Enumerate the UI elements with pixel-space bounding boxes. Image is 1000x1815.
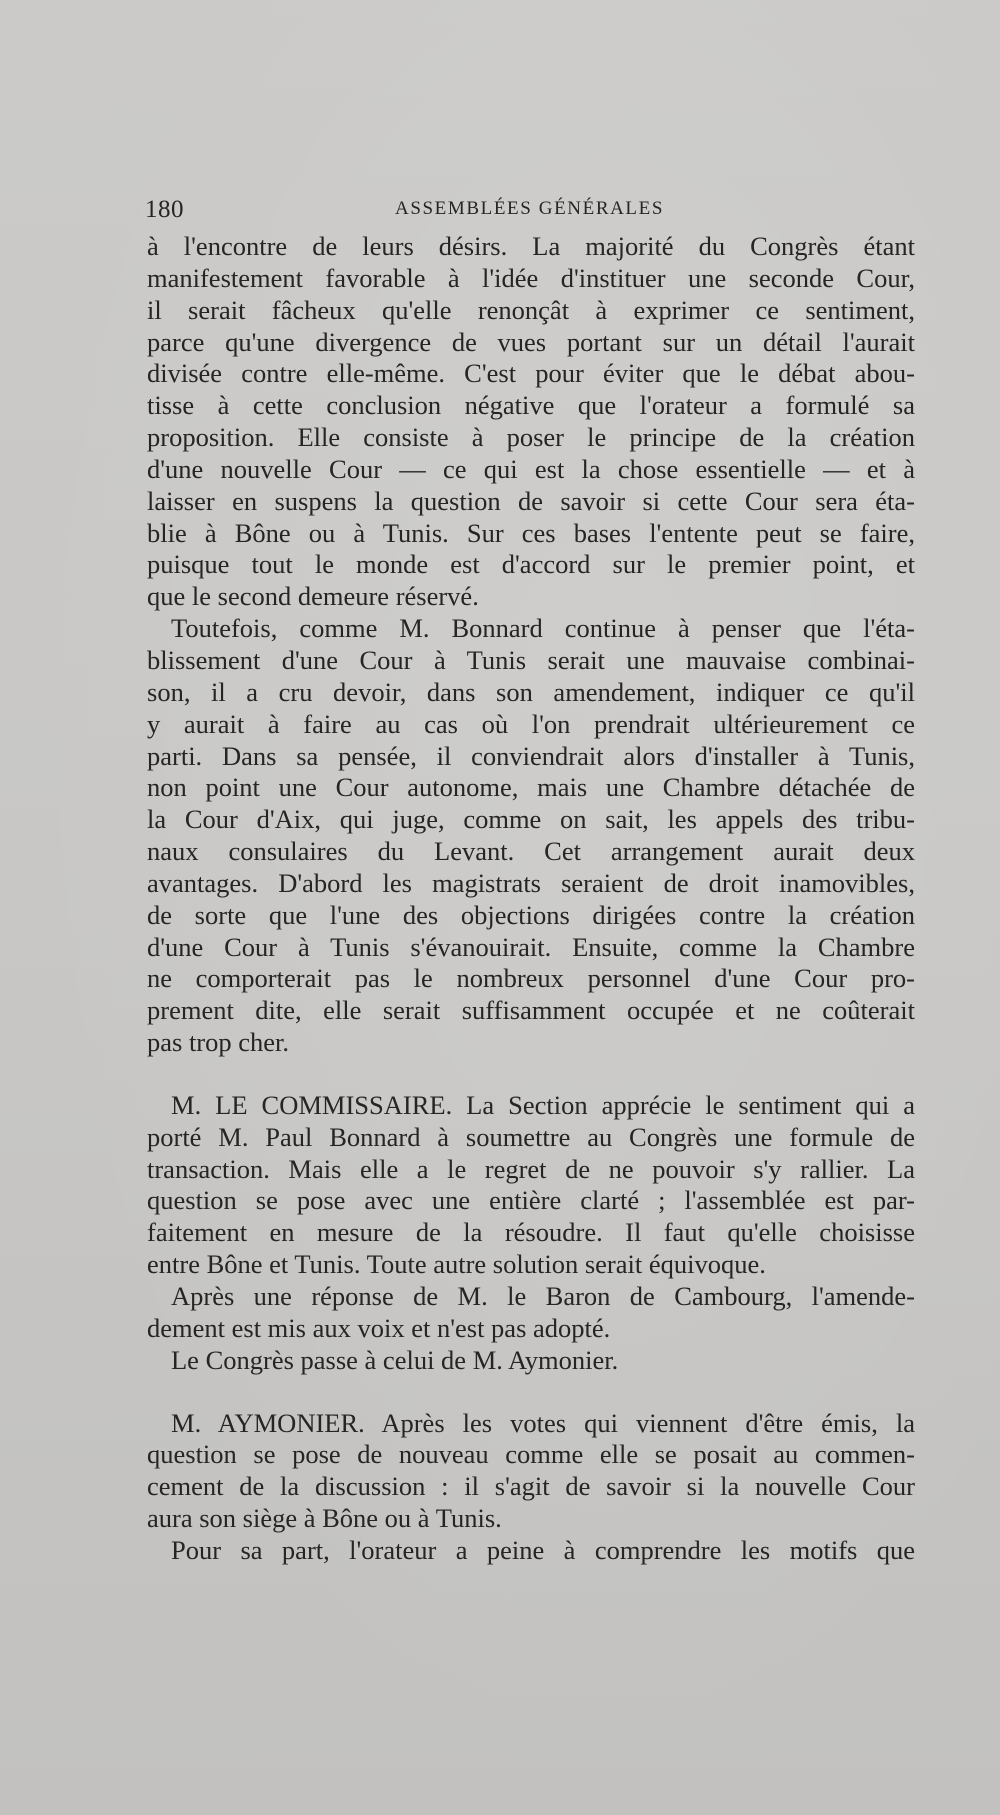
text-line: pas trop cher.	[147, 1027, 290, 1058]
text-line: à l'encontre de leurs désirs. La majorité du Congrès étant	[147, 231, 915, 261]
text-line: tisse à cette conclusion négative que l'orateur a formulé sa	[147, 390, 915, 421]
paragraph-gap	[147, 1377, 915, 1408]
page-number: 180	[145, 196, 184, 223]
text-line: son, il a cru devoir, dans son amendement, indiquer ce qu'il	[147, 676, 915, 707]
text-line: Pour sa part, l'orateur a peine à comprendre les motifs que	[171, 1534, 915, 1565]
text-line: de sorte que l'une des objections dirigées contre la création	[147, 899, 915, 930]
text-line: porté M. Paul Bonnard à soumettre au Congrès une formule de	[147, 1121, 915, 1152]
running-title: ASSEMBLÉES GÉNÉRALES	[395, 198, 664, 219]
text-line: dement est mis aux voix et n'est pas adopté.	[147, 1312, 611, 1343]
text-line: question se pose avec une entière clarté ; l'assemblée est par-	[147, 1185, 915, 1216]
text-line: non point une Cour autonome, mais une Chambre détachée de	[147, 772, 915, 803]
text-line: prement dite, elle serait suffisamment occupée et ne coûterait	[147, 995, 915, 1026]
text-line: manifestement favorable à l'idée d'instituer une seconde Cour,	[147, 262, 915, 293]
text-line: d'une Cour à Tunis s'évanouirait. Ensuite, comme la Chambre	[147, 931, 915, 962]
text-line: naux consulaires du Levant. Cet arrangement aurait deux	[147, 836, 915, 867]
text-line: puisque tout le monde est d'accord sur le premier point, et	[147, 549, 915, 580]
text-line: avantages. D'abord les magistrats seraient de droit inamovibles,	[147, 867, 915, 898]
running-head	[145, 196, 915, 226]
text-line: faitement en mesure de la résoudre. Il faut qu'elle choisisse	[147, 1217, 915, 1248]
text-line: parti. Dans sa pensée, il conviendrait alors d'installer à Tunis,	[147, 740, 915, 771]
text-line: M. AYMONIER. Après les votes qui viennent d'être émis, la	[171, 1407, 915, 1438]
text-line: question se pose de nouveau comme elle se posait au commen-	[147, 1439, 915, 1470]
text-line: la Cour d'Aix, qui juge, comme on sait, les appels des tribu-	[147, 804, 915, 835]
paragraph-gap	[147, 1059, 915, 1090]
text-line: que le second demeure réservé.	[147, 581, 479, 612]
text-line: y aurait à faire au cas où l'on prendrait ultérieurement ce	[147, 708, 915, 739]
text-line: cement de la discussion : il s'agit de savoir si la nouvelle Cour	[147, 1471, 915, 1502]
text-line: aura son siège à Bône ou à Tunis.	[147, 1503, 502, 1534]
text-line: ne comporterait pas le nombreux personnel d'une Cour pro-	[147, 963, 915, 994]
text-line: il serait fâcheux qu'elle renonçât à exprimer ce sentiment,	[147, 294, 915, 325]
body-text	[147, 231, 915, 1567]
text-line: M. LE COMMISSAIRE. La Section apprécie le sentiment qui a	[171, 1089, 915, 1120]
text-line: laisser en suspens la question de savoir si cette Cour sera éta-	[147, 485, 915, 516]
text-line: d'une nouvelle Cour — ce qui est la chose essentielle — et à	[147, 453, 915, 484]
text-line: divisée contre elle-même. C'est pour éviter que le débat abou-	[147, 358, 915, 389]
text-line: blissement d'une Cour à Tunis serait une mauvaise combinai-	[147, 644, 915, 675]
text-line: entre Bône et Tunis. Toute autre solution serait équivoque.	[147, 1249, 766, 1280]
text-line: Le Congrès passe à celui de M. Aymonier.	[171, 1344, 619, 1375]
text-line: proposition. Elle consiste à poser le principe de la création	[147, 422, 915, 453]
text-line: transaction. Mais elle a le regret de ne pouvoir s'y rallier. La	[147, 1153, 915, 1184]
text-line: Toutefois, comme M. Bonnard continue à penser que l'éta-	[171, 613, 915, 644]
text-line: Après une réponse de M. le Baron de Cambourg, l'amende-	[171, 1281, 915, 1311]
text-line: parce qu'une divergence de vues portant sur un détail l'aurait	[147, 326, 915, 357]
text-line: blie à Bône ou à Tunis. Sur ces bases l'entente peut se faire,	[147, 517, 915, 548]
